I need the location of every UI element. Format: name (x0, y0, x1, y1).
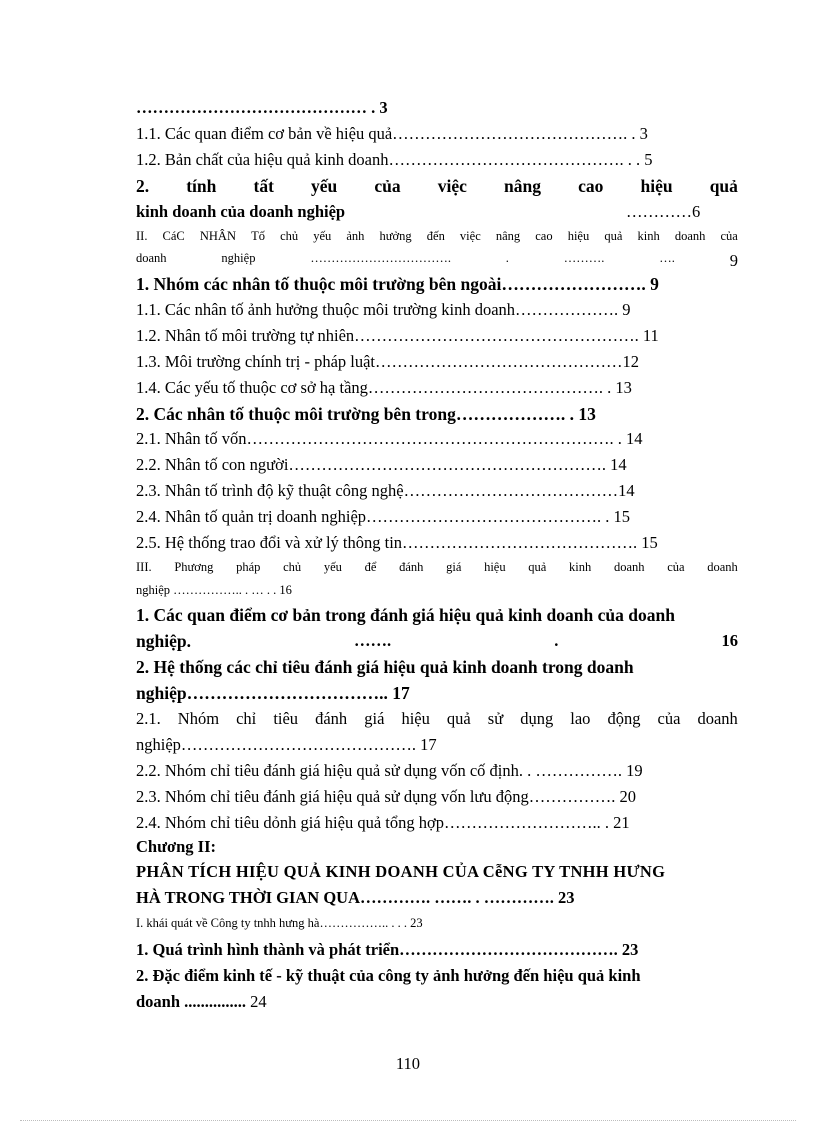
toc-entry: 2.3. Nhân tố trình độ kỹ thuật công nghệ…………………………………14 (136, 481, 635, 500)
toc-entry: 1.4. Các yếu tố thuộc cơ sở hạ tầng……………………………………. . 13 (136, 378, 632, 397)
toc-entry: 1.3. Môi trường chính trị - pháp luật………………………………………12 (136, 352, 640, 371)
toc-entry: II. CáC NHÂN Tố chủ yếu ảnh hưởng đến việc nâng cao hiệu quả kinh doanh của (136, 229, 738, 243)
toc-entry: 2.3. Nhóm chỉ tiêu đánh giá hiệu quả sử dụng vốn lưu động……………. 20 (136, 787, 637, 806)
toc-entry: 2. Các nhân tố thuộc môi trường bên trong………………. . 13 (136, 404, 596, 424)
toc-entry: 2. tính tất yếu của việc nâng cao hiệu quả (136, 176, 738, 196)
toc-entry: 2.5. Hệ thống trao đổi và xử lý thông tin……………………………………. 15 (136, 533, 658, 552)
toc-entry: 2.1. Nhân tố vốn…………………………………………………………. . 14 (136, 429, 643, 448)
toc-entry: kinh doanh của doanh nghiệp …………6 (136, 202, 701, 221)
toc-entry: 2.1. Nhóm chỉ tiêu đánh giá hiệu quả sử dụng lao động của doanh (136, 709, 738, 728)
toc-entry: 1.2. Bản chất của hiệu quả kinh doanh……………………………………. . . 5 (136, 150, 653, 169)
chapter-label: Chương II: (136, 837, 217, 856)
toc-entry: III. Phương pháp chủ yếu để đánh giá hiệu quả kinh doanh của doanh (136, 560, 738, 574)
toc-entry: 1. Nhóm các nhân tố thuộc môi trường bên ngoài……………………. 9 (136, 274, 659, 294)
page-number: 110 (395, 1054, 421, 1073)
toc-entry: 2.2. Nhân tố con người…………………………………………………. 14 (136, 455, 627, 474)
toc-entry: 1. Các quan điểm cơ bản trong đánh giá hiệu quả kinh doanh của doanh (136, 605, 675, 625)
toc-entry: doanh ............... 24 (136, 992, 267, 1011)
toc-entry: nghiệp …………….. . … . . 16 (136, 583, 292, 597)
toc-entry: nghiệp…………………………….. 17 (136, 683, 410, 703)
toc-entry: 2.4. Nhóm chỉ tiêu dỏnh giá hiệu quả tổng hợp……………………….. . 21 (136, 813, 630, 832)
toc-entry: nghiệp……………………………………. 17 (136, 735, 437, 754)
toc-entry: 1. Quá trình hình thành và phát triển…………………………………. 23 (136, 940, 639, 959)
toc-entry: doanh nghiệp ……………………………. . ………. …. 9 (136, 251, 738, 270)
toc-entry: 2.4. Nhân tố quản trị doanh nghiệp……………………………………. . 15 (136, 507, 631, 526)
toc-entry: nghiệp. ……. . 16 (136, 631, 738, 651)
toc-entry: …………………………………… . 3 (136, 98, 388, 117)
toc-entry: 1.2. Nhân tố môi trường tự nhiên……………………………………………. 11 (136, 326, 659, 345)
toc-entry: 2. Hệ thống các chỉ tiêu đánh giá hiệu quả kinh doanh trong doanh (136, 657, 634, 677)
toc-entry: 1.1. Các nhân tố ảnh hưởng thuộc môi trường kinh doanh………………. 9 (136, 300, 631, 319)
toc-entry: 2.2. Nhóm chỉ tiêu đánh giá hiệu quả sử dụng vốn cố định. . ……………. 19 (136, 761, 643, 780)
bottom-divider (20, 1120, 796, 1121)
chapter-title: PHÂN TÍCH HIỆU QUẢ KINH DOANH CỦA CễNG TY TNHH HƯNG (136, 862, 666, 881)
toc-entry: 1.1. Các quan điểm cơ bản về hiệu quả……………………………………. . 3 (136, 124, 648, 143)
chapter-title: HÀ TRONG THỜI GIAN QUA…………. ……. . …………. 23 (136, 888, 575, 907)
toc-entry: I. khái quát về Công ty tnhh hưng hà…………….. . . . 23 (136, 916, 423, 930)
toc-entry: 2. Đặc điểm kinh tế - kỹ thuật của công ty ảnh hưởng đến hiệu quả kinh (136, 966, 641, 985)
